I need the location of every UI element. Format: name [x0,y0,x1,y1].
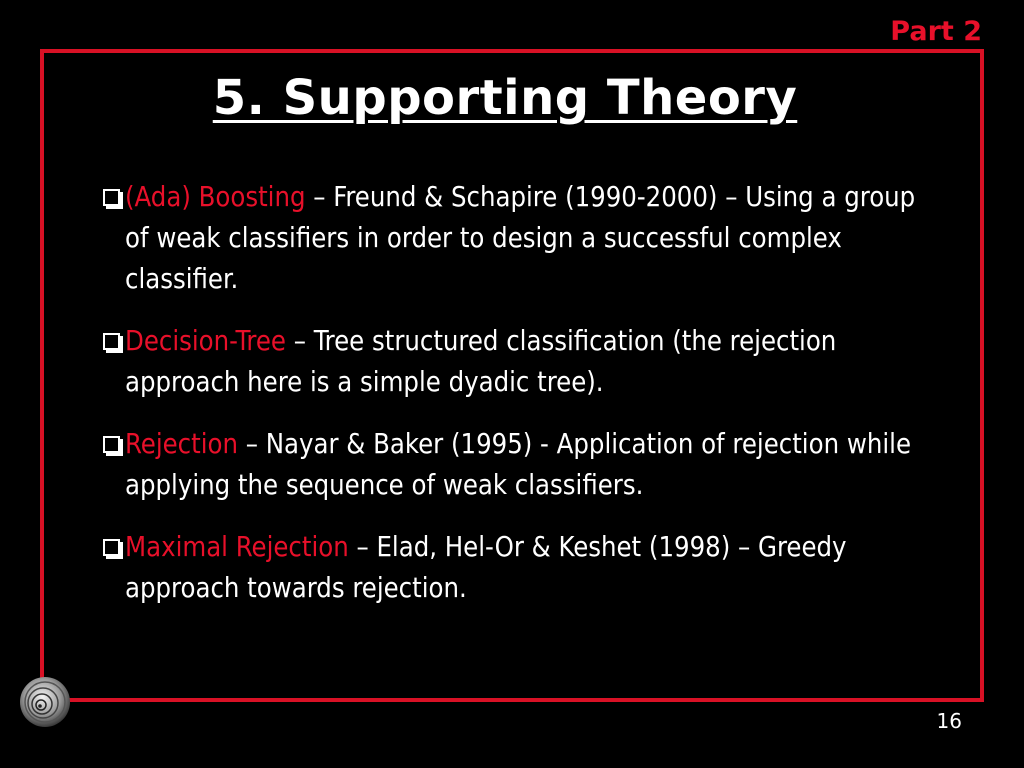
bullet-term: Maximal Rejection [125,532,349,563]
concentric-circles-logo-icon [19,676,71,728]
page-number: 16 [936,709,962,733]
checkbox-bullet-icon [103,333,120,350]
bullet-description: – Nayar & Baker (1995) - Application of rejection while applying the sequence of weak classifiers. [125,429,911,501]
bullet-text [125,177,942,300]
bullet-description: – Elad, Hel-Or & Keshet (1998) – Greedy approach towards rejection. [125,532,847,604]
slide-title: 5. Supporting Theory [212,70,798,126]
bullet-description: – Tree structured classification (the rejection approach here is a simple dyadic tree). [125,326,837,398]
bullet-item [102,321,942,403]
checkbox-bullet-icon [103,539,120,556]
bullet-text [125,321,942,403]
bullet-term: (Ada) Boosting [125,182,306,213]
bullet-list [102,177,942,630]
bullet-text [125,527,942,609]
bullet-item [102,527,942,609]
checkbox-bullet-icon [103,189,120,206]
bullet-item [102,177,942,300]
bullet-item [102,424,942,506]
part-label: Part 2 [890,16,982,47]
bullet-description: – Freund & Schapire (1990-2000) – Using a group of weak classifiers in order to design a successful complex classifier. [125,182,916,295]
bullet-term: Rejection [125,429,238,460]
checkbox-bullet-icon [103,436,120,453]
bullet-text [125,424,942,506]
bullet-term: Decision-Tree [125,326,286,357]
